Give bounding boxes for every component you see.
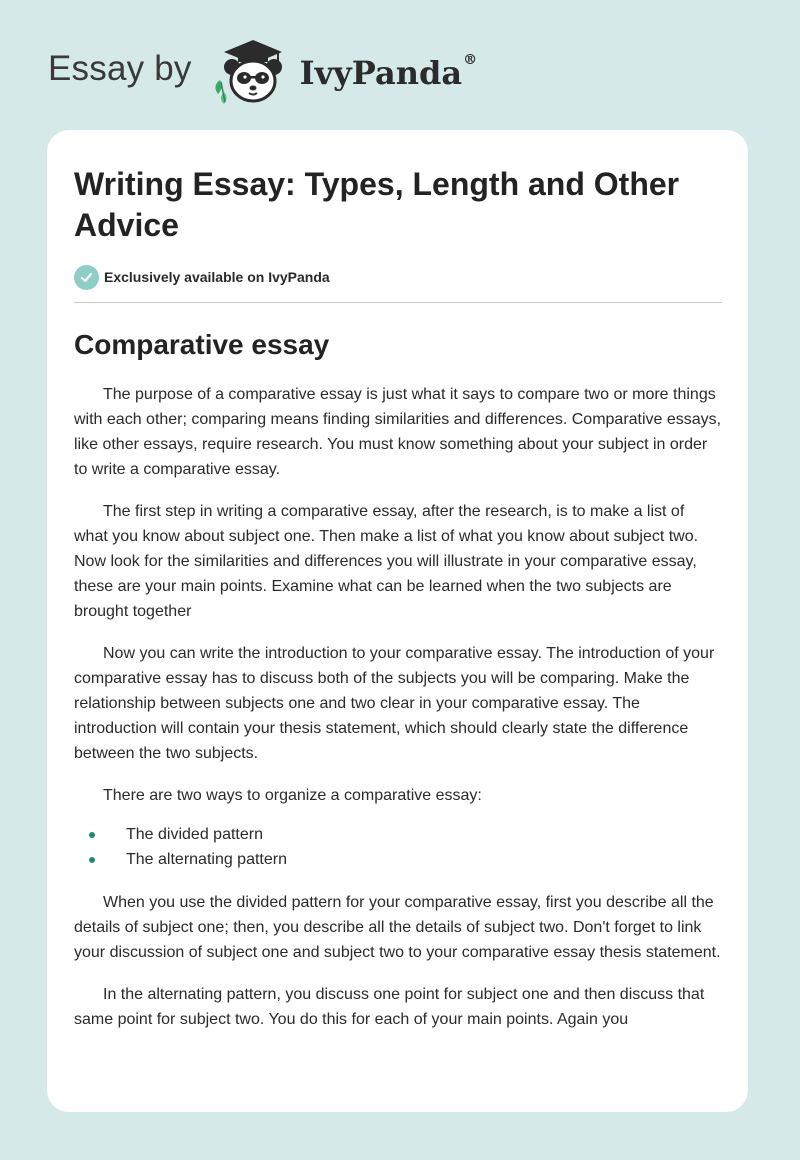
check-icon — [74, 265, 99, 290]
paragraph: There are two ways to organize a comparative essay: — [103, 787, 482, 804]
paragraph: The purpose of a comparative essay is just what it says to compare two or more things with each other; comparing means finding similarities and differences. Comparative essays, like other essays, require research. You must know something about your subject in order to write a comparative essay. — [74, 386, 722, 478]
list-item-label: The alternating pattern — [126, 851, 287, 868]
registered-mark: ® — [463, 52, 478, 68]
list-item — [74, 822, 722, 847]
bullet-list — [74, 822, 722, 872]
exclusive-label: Exclusively available on IvyPanda — [104, 269, 330, 285]
bullet-icon — [89, 832, 95, 838]
paragraph: In the alternating pattern, you discuss one point for subject one and then discuss that same point for subject two. You do this for each of your main points. Again you — [74, 986, 705, 1028]
article-body — [74, 382, 722, 1032]
bullet-icon — [89, 857, 95, 863]
exclusive-badge — [74, 264, 722, 290]
list-item — [74, 847, 722, 872]
section-heading: Comparative essay — [74, 329, 330, 360]
site-header — [48, 36, 477, 106]
paragraph: The first step in writing a comparative essay, after the research, is to make a list of what you know about subject one. Then make a list of what you know about subject two. Now look for the similarities and differences you will illustrate in your comparative essay, these are your main points. Examine what can be learned when the two subjects are brought together — [74, 503, 699, 620]
article-card — [47, 130, 748, 1112]
paragraph: Now you can write the introduction to your comparative essay. The introduction of your comparative essay has to discuss both of the subjects you will be comparing. Make the relationship between subjects one and two clear in your comparative essay. The introduction will contain your thesis statement, which should clearly state the difference between the two subjects. — [74, 645, 715, 762]
brand-name[interactable]: IvyPanda® — [299, 52, 478, 92]
paragraph: When you use the divided pattern for your comparative essay, first you describe all the details of subject one; then, you describe all the details of subject two. Don't forget to link your discussion of subject one and subject two to your comparative essay thesis statement. — [74, 894, 721, 961]
divider — [74, 302, 722, 303]
ivypanda-logo-icon[interactable] — [208, 36, 298, 106]
page-title: Writing Essay: Types, Length and Other Advice — [74, 166, 680, 243]
brand-prefix: Essay by — [48, 49, 192, 88]
list-item-label: The divided pattern — [126, 826, 263, 843]
